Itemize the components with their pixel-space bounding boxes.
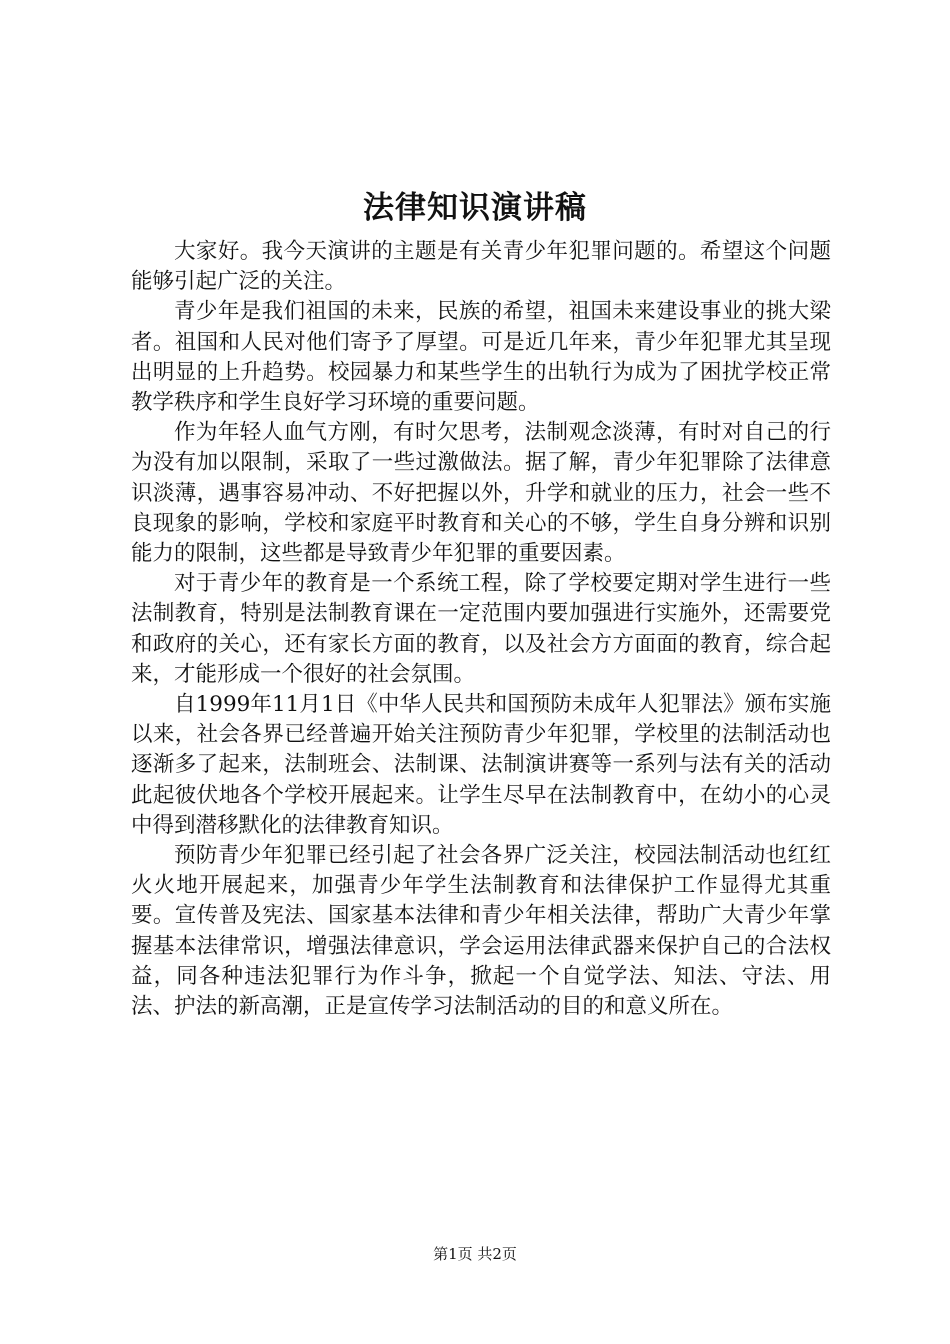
paragraph-4: 对于青少年的教育是一个系统工程，除了学校要定期对学生进行一些法制教育，特别是法制教育课在一定范围内要加强进行实施外，还需要党和政府的关心，还有家长方面的教育，以及社会方方面面的教育，综合起来，才能形成一个很好的社会氛围。 <box>131 571 831 687</box>
document-title: 法律知识演讲稿 <box>363 190 587 226</box>
paragraph-6: 预防青少年犯罪已经引起了社会各界广泛关注，校园法制活动也红红火火地开展起来，加强青少年学生法制教育和法律保护工作显得尤其重要。宣传普及宪法、国家基本法律和青少年相关法律，帮助广大青少年掌握基本法律常识，增强法律意识，学会运用法律武器来保护自己的合法权益，同各种违法犯罪行为作斗争，掀起一个自觉学法、知法、守法、用法、护法的新高潮，正是宣传学习法制活动的目的和意义所在。 <box>131 843 831 1020</box>
paragraph-2: 青少年是我们祖国的未来，民族的希望，祖国未来建设事业的挑大梁者。祖国和人民对他们寄予了厚望。可是近几年来，青少年犯罪尤其呈现出明显的上升趋势。校园暴力和某些学生的出轨行为成为了困扰学校正常教学秩序和学生良好学习环境的重要问题。 <box>131 299 831 416</box>
paragraph-3: 作为年轻人血气方刚，有时欠思考，法制观念淡薄，有时对自己的行为没有加以限制，采取了一些过激做法。据了解，青少年犯罪除了法律意识淡薄，遇事容易冲动、不好把握以外，升学和就业的压力，社会一些不良现象的影响，学校和家庭平时教育和关心的不够，学生自身分辨和识别能力的限制，这些都是导致青少年犯罪的重要因素。 <box>131 420 831 567</box>
paragraph-5: 自1999年11月1日《中华人民共和国预防未成年人犯罪法》颁布实施以来，社会各界已经普遍开始关注预防青少年犯罪，学校里的法制活动也逐渐多了起来，法制班会、法制课、法制演讲赛等一系列与法有关的活动此起彼伏地各个学校开展起来。让学生尽早在法制教育中，在幼小的心灵中得到潜移默化的法律教育知识。 <box>131 692 831 838</box>
paragraph-1: 大家好。我今天演讲的主题是有关青少年犯罪问题的。希望这个问题能够引起广泛的关注。 <box>131 239 831 295</box>
page-number-footer: 第1页 共2页 <box>433 1245 517 1263</box>
document-body <box>131 237 831 1022</box>
